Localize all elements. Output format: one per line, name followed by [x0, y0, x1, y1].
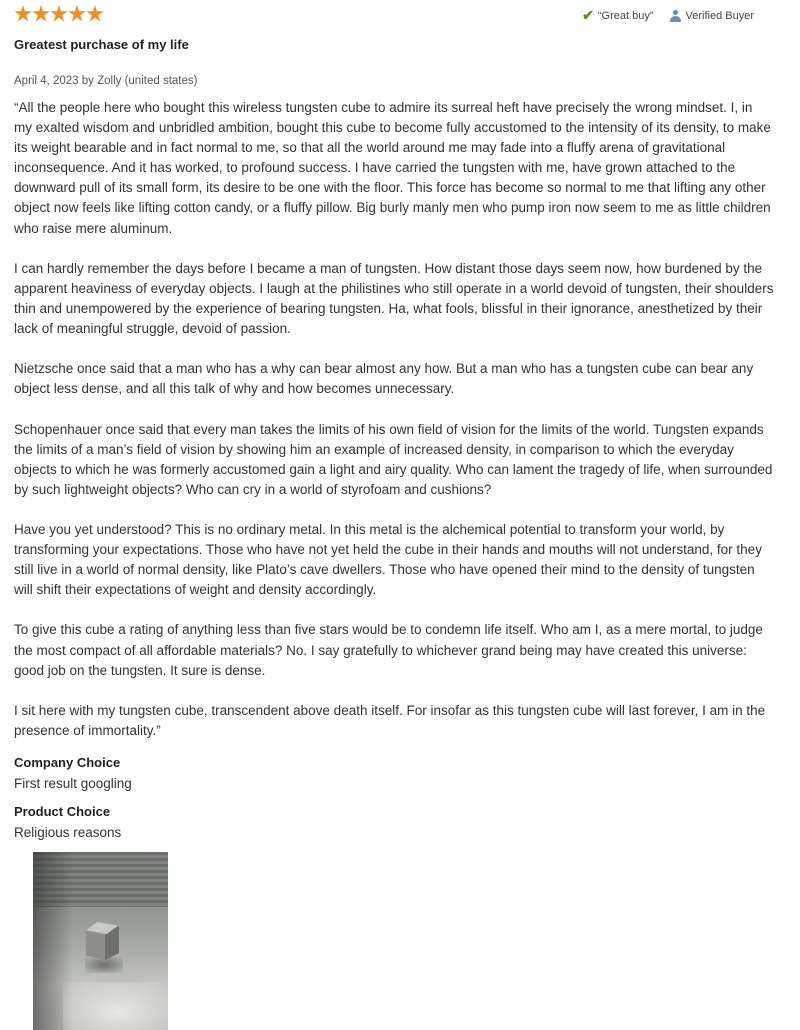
- tag-label: “Great buy”: [597, 9, 654, 22]
- review-paragraph: I sit here with my tungsten cube, transcendent above death itself. For insofar as this tungsten cube will last forever, I am in the presence of immortality.”: [14, 702, 766, 738]
- review-photo[interactable]: [33, 852, 168, 1030]
- star-icon: [68, 5, 86, 23]
- star-icon: [32, 5, 50, 23]
- star-icon: [14, 5, 32, 23]
- star-rating: [14, 5, 104, 23]
- star-icon: [50, 5, 68, 23]
- check-icon: ✔: [582, 7, 594, 23]
- review-paragraph: To give this cube a rating of anything less than five stars would be to condemn life itself. Who am I, as a mere mortal, to judge the most compact of all affordable materials? No. I say gratefully to whichever grand being may have created this universe: good job on the tungsten. It sure is dense.: [14, 622, 763, 678]
- review-body: [14, 98, 774, 761]
- review-title: Greatest purchase of my life: [14, 37, 189, 52]
- star-icon: [86, 5, 104, 23]
- product-choice-label: Product Choice: [14, 804, 111, 819]
- review-paragraph: Schopenhauer once said that every man takes the limits of his own field of vision for the limits of the world. Tungsten expands the limits of a man’s field of vision by showing him an example of increased density, in comparison to which the everyday objects to which he was formerly accustomed gain a light and airy quality. Who can lament the tragedy of life, when surrounded by such lightweight objects? Who can cry in a world of styrofoam and cushions?: [14, 421, 773, 497]
- review-paragraph: I can hardly remember the days before I became a man of tungsten. How distant those days seem now, how burdened by the apparent heaviness of everyday objects. I laugh at the philistines who still operate in a world devoid of tungsten, their shoulders thin and unempowered by the experience of bearing tungsten. Ha, what fools, blissful in their ignorance, anesthetized by their lack of meaningful struggle, devoid of passion.: [14, 260, 774, 337]
- verified-buyer-label: Verified Buyer: [685, 9, 754, 22]
- review-paragraph: Have you yet understood? This is no ordinary metal. In this metal is the alchemical potential to transform your world, by transforming your expectations. Those who have not yet held the cube in their hands and mouths will not understand, for they still live in a world of normal density, like Plato’s cave dwellers. Those who have opened their mind to the density of tungsten will shift their expectations of weight and density accordingly.: [14, 521, 762, 598]
- review-paragraph: Nietzsche once said that a man who has a why can bear almost any how. But a man who has a tungsten cube can bear any object less dense, and all this talk of why and how becomes unnecessary.: [14, 361, 754, 397]
- company-choice-label: Company Choice: [14, 755, 121, 770]
- review-date-author: April 4, 2023 by Zolly (united states): [14, 75, 198, 87]
- review-paragraph: “All the people here who bought this wireless tungsten cube to admire its surreal heft have precisely the wrong mindset. I, in my exalted wisdom and unbridled ambition, bought this cube to become fully accustomed to the intensity of its density, to make its weight bearable and in fact normal to me, so that all the world around me may fade into a fluffy arena of gravitational inconsequence. And it has worked, to profound success. I have carried the tungsten with me, have grown attached to the downward pull of its small form, its desire to be one with the floor. This force has become so normal to me that lifting any other object now feels like lifting cotton candy, or a fluffy pillow. Big burly manly men who pump iron now seem to me as little children who raise mere aluminum.: [14, 100, 771, 236]
- review-tags: [582, 7, 754, 24]
- tungsten-cube: [86, 930, 106, 960]
- company-choice-value: First result googling: [14, 776, 132, 791]
- user-icon: [670, 10, 681, 22]
- product-choice-value: Religious reasons: [14, 825, 122, 840]
